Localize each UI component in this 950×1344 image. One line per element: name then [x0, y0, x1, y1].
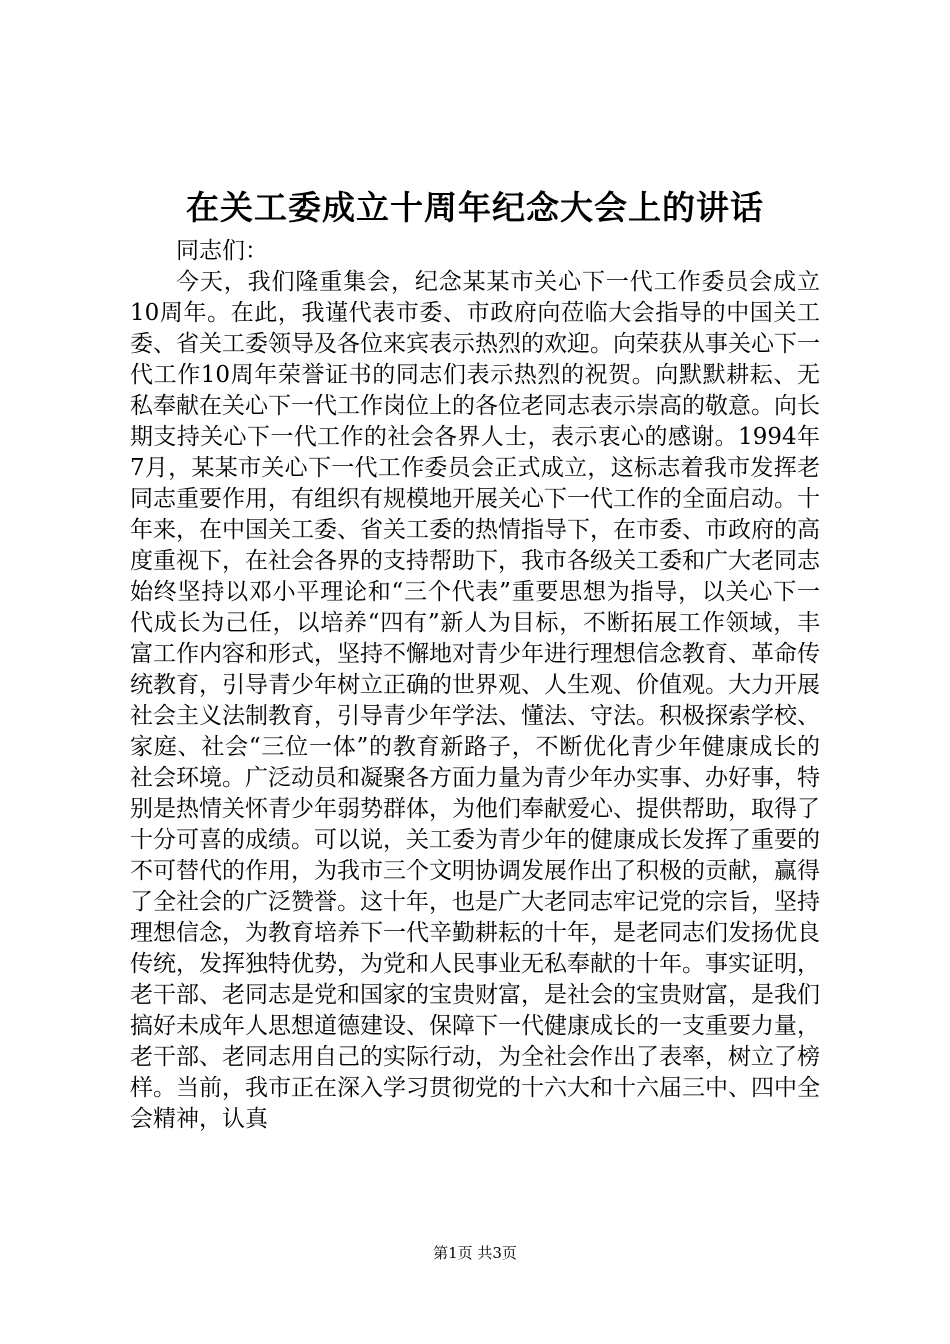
document-title: 在关工委成立十周年纪念大会上的讲话: [186, 188, 764, 227]
greeting-line: 同志们：: [176, 238, 268, 264]
page-footer: 第1页 共3页: [433, 1244, 517, 1262]
document-body: [130, 236, 820, 1135]
body-paragraph: 今天，我们隆重集会，纪念某某市关心下一代工作委员会成立10周年。在此，我谨代表市委、市政府向莅临大会指导的中国关工委、省关工委领导及各位来宾表示热烈的欢迎。向荣获从事关心下一代工作10周年荣誉证书的同志们表示热烈的祝贺。向默默耕耘、无私奉献在关心下一代工作岗位上的各位老同志表示崇高的敬意。向长期支持关心下一代工作的社会各界人士，表示衷心的感谢。1994年7月，某某市关心下一代工作委员会正式成立，这标志着我市发挥老同志重要作用，有组织有规模地开展关心下一代工作的全面启动。十年来，在中国关工委、省关工委的热情指导下，在市委、市政府的高度重视下，在社会各界的支持帮助下，我市各级关工委和广大老同志始终坚持以邓小平理论和“三个代表”重要思想为指导，以关心下一代成长为己任，以培养“四有”新人为目标，不断拓展工作领域，丰富工作内容和形式，坚持不懈地对青少年进行理想信念教育、革命传统教育，引导青少年树立正确的世界观、人生观、价值观。大力开展社会主义法制教育，引导青少年学法、懂法、守法。积极探索学校、家庭、社会“三位一体”的教育新路子，不断优化青少年健康成长的社会环境。广泛动员和凝聚各方面力量为青少年办实事、办好事，特别是热情关怀青少年弱势群体，为他们奉献爱心、提供帮助，取得了十分可喜的成绩。可以说，关工委为青少年的健康成长发挥了重要的不可替代的作用，为我市三个文明协调发展作出了积极的贡献，赢得了全社会的广泛赞誉。这十年，也是广大老同志牢记党的宗旨，坚持理想信念，为教育培养下一代辛勤耕耘的十年，是老同志们发扬优良传统，发挥独特优势，为党和人民事业无私奉献的十年。事实证明，老干部、老同志是党和国家的宝贵财富，是社会的宝贵财富，是我们搞好未成年人思想道德建设、保障下一代健康成长的一支重要力量，老干部、老同志用自己的实际行动，为全社会作出了表率，树立了榜样。当前，我市正在深入学习贯彻党的十六大和十六届三中、四中全会精神，认真: [130, 269, 820, 1132]
